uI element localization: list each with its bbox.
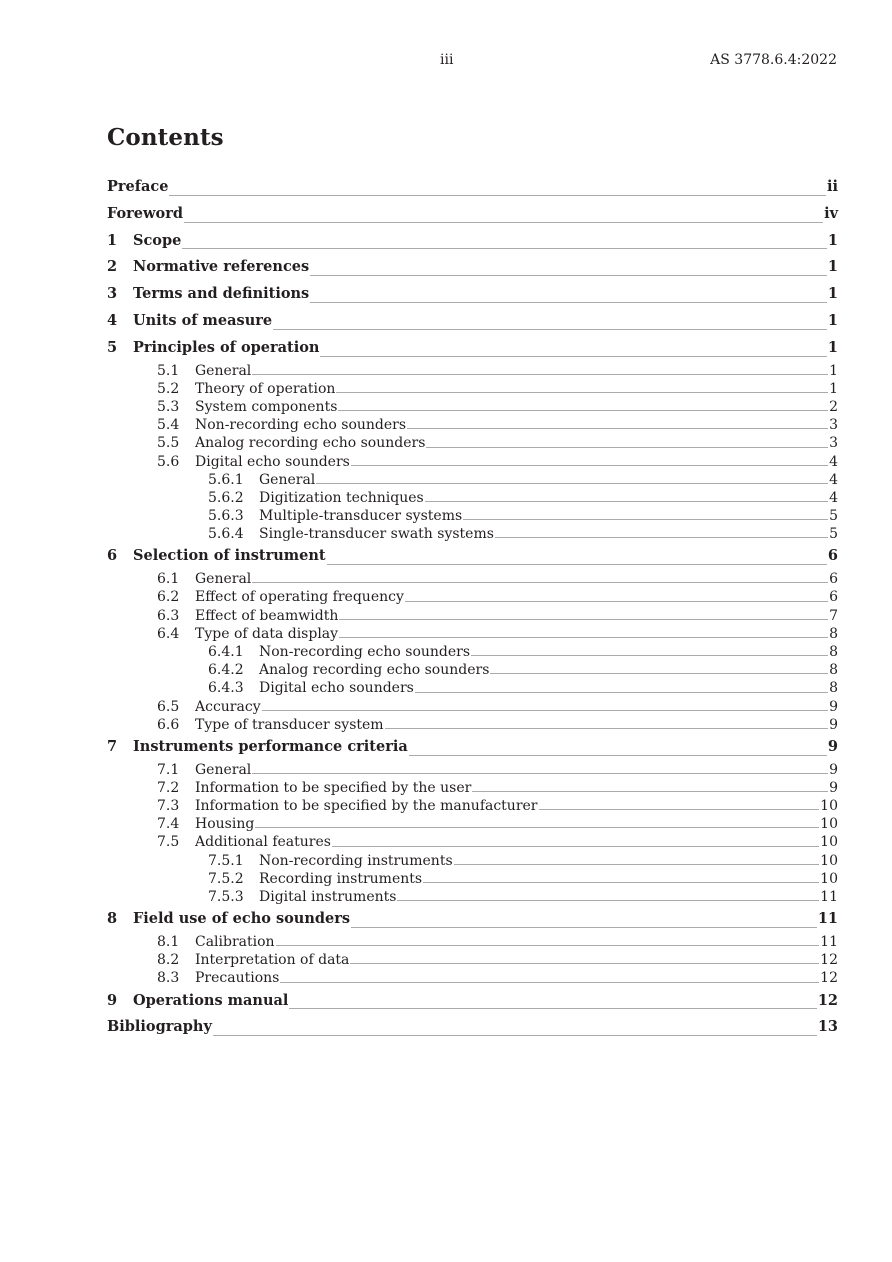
dot-leader [252,582,828,583]
dot-leader [262,710,828,711]
toc-entry-label: Normative references [133,258,310,276]
toc-entry[interactable] [107,833,838,851]
dot-leader [320,356,826,357]
toc-entry[interactable] [107,779,838,797]
toc-entry-number: 8 [107,910,118,928]
toc-entry-label: Additional features [195,834,331,851]
dot-leader [471,655,828,656]
toc-entry[interactable] [107,815,838,833]
toc-entry[interactable] [107,335,838,362]
toc-entry[interactable] [107,852,838,870]
toc-entry[interactable] [107,281,838,308]
toc-entry-number: 8.3 [157,970,180,987]
dot-leader [316,483,828,484]
toc-entry-page: 1 [827,285,838,303]
toc-entry-number: 6.1 [157,571,180,588]
toc-entry-number: 6.4.2 [208,662,244,679]
toc-entry-label: Field use of echo sounders [133,910,351,928]
dot-leader [415,692,828,693]
toc-entry-number: 5.6.1 [208,471,244,488]
toc-entry-number: 7.4 [157,816,180,833]
toc-entry-page: 1 [827,258,838,276]
toc-entry[interactable] [107,525,838,543]
toc-entry-page: 8 [829,662,838,679]
toc-entry-label: Analog recording echo sounders [195,435,426,452]
toc-entry-label: Type of data display [195,625,339,642]
toc-entry[interactable] [107,643,838,661]
page-title: Contents [107,124,224,151]
toc-entry-page: 10 [820,870,838,887]
dot-leader [409,755,827,756]
toc-entry-page: 6 [829,589,838,606]
dot-leader [407,428,828,429]
dot-leader [490,673,828,674]
dot-leader [425,501,828,502]
toc-entry[interactable] [107,434,838,452]
toc-entry-label: Precautions [195,970,280,987]
dot-leader [273,329,827,330]
toc-entry-label: Effect of operating frequency [195,589,404,606]
toc-entry-page: 8 [829,644,838,660]
toc-entry-label: Multiple-transducer systems [259,508,463,525]
toc-entry[interactable] [107,471,838,489]
toc-entry-label: Digital echo sounders [259,680,414,697]
dot-leader [280,982,819,983]
toc-entry-page: 1 [829,362,838,379]
toc-entry-page: 12 [820,952,838,969]
toc-entry[interactable] [107,797,838,815]
toc-entry-label: Instruments performance criteria [133,737,408,755]
toc-entry[interactable] [107,507,838,525]
toc-entry[interactable] [107,870,838,888]
dot-leader [385,728,828,729]
toc-entry-number: 5.6.3 [208,508,244,525]
page-number: iii [440,52,454,68]
toc-entry-label: Recording instruments [259,870,423,887]
toc-entry[interactable] [107,933,838,951]
toc-entry-number: 5.1 [157,362,180,379]
toc-entry[interactable] [107,254,838,281]
dot-leader [351,465,828,466]
dot-leader [339,619,828,620]
dot-leader [332,846,819,847]
toc-entry-page: 8 [829,625,838,642]
toc-entry-number: 9 [107,991,118,1009]
toc-entry-label: General [259,471,316,488]
standard-designation: AS 3778.6.4:2022 [710,52,837,68]
toc-entry-number: 6.4.1 [208,644,244,660]
toc-entry-number: 7.2 [157,779,180,796]
toc-entry-number: 7.5.2 [208,870,244,887]
toc-entry[interactable] [107,588,838,606]
toc-entry-number: 7.5.1 [208,852,244,869]
toc-entry-label: Principles of operation [133,338,320,356]
toc-entry-label: Digital echo sounders [195,453,350,470]
toc-entry-page: 9 [829,761,838,778]
toc-entry-label: Operations manual [133,991,289,1009]
toc-entry-label: Non-recording instruments [259,852,453,869]
toc-entry-label: Calibration [195,934,275,951]
toc-entry-number: 6.2 [157,589,180,606]
toc-entry-label: General [195,362,252,379]
toc-entry-page: 9 [829,716,838,733]
toc-entry-number: 1 [107,231,118,249]
toc-entry-page: 10 [820,816,838,833]
toc-entry[interactable] [107,174,838,201]
toc-entry-number: 5.2 [157,380,180,397]
toc-entry[interactable] [107,679,838,697]
dot-leader [213,1035,817,1036]
toc-entry-page: 9 [829,698,838,715]
toc-entry-label: Housing [195,816,255,833]
toc-entry-number: 6.3 [157,607,180,624]
toc-entry-label: Information to be specified by the manufacturer [195,798,538,815]
toc-entry-label: Type of transducer system [195,716,384,733]
toc-entry-number: 7 [107,737,118,755]
toc-entry-label: Foreword [107,204,183,222]
toc-entry-label: General [195,761,252,778]
toc-entry-page: 9 [827,737,838,755]
toc-entry[interactable] [107,625,838,643]
dot-leader [310,302,827,303]
toc-entry[interactable] [107,398,838,416]
toc-entry-number: 5.6.4 [208,526,244,543]
toc-entry-number: 5 [107,338,118,356]
dot-leader [289,1008,816,1009]
dot-leader [182,248,827,249]
dot-leader [351,927,817,928]
dot-leader [539,809,820,810]
toc-entry-page: 1 [827,231,838,249]
toc-entry-label: Effect of beamwidth [195,607,339,624]
toc-entry[interactable] [107,716,838,734]
toc-entry-page: 1 [827,338,838,356]
toc-entry-page: 6 [829,571,838,588]
dot-leader [463,519,828,520]
toc-entry-number: 5.5 [157,435,180,452]
toc-entry-number: 5.3 [157,398,180,415]
toc-entry-page: 10 [820,852,838,869]
toc-entry-label: Non-recording echo sounders [259,644,471,660]
dot-leader [472,791,828,792]
toc-entry-page: 8 [829,680,838,697]
toc-entry-number: 4 [107,311,118,329]
dot-leader [169,195,826,196]
dot-leader [495,537,828,538]
toc-entry-page: 5 [829,526,838,543]
toc-entry-label: Analog recording echo sounders [259,662,490,679]
toc-entry[interactable] [107,988,838,1015]
dot-leader [350,963,819,964]
toc-entry-label: Non-recording echo sounders [195,417,407,434]
toc-entry[interactable] [107,228,838,255]
toc-entry-label: System components [195,398,338,415]
toc-entry[interactable] [107,416,838,434]
toc-entry[interactable] [107,570,838,588]
toc-entry[interactable] [107,380,838,398]
dot-leader [339,637,828,638]
toc-entry-label: Digitization techniques [259,489,424,506]
toc-entry[interactable] [107,969,838,987]
toc-entry-page: 4 [829,471,838,488]
toc-entry[interactable] [107,308,838,335]
dot-leader [327,564,827,565]
toc-entry-page: 11 [820,889,838,906]
toc-entry-page: 10 [820,798,838,815]
toc-entry-number: 6 [107,547,118,565]
toc-entry-number: 3 [107,285,118,303]
toc-entry-page: 1 [827,311,838,329]
toc-entry-label: Accuracy [195,698,261,715]
toc-entry-number: 8.1 [157,934,180,951]
toc-entry-number: 5.6.2 [208,489,244,506]
toc-entry-number: 6.5 [157,698,180,715]
toc-entry[interactable] [107,453,838,471]
toc-entry[interactable] [107,362,838,380]
toc-entry[interactable] [107,698,838,716]
toc-entry-label: Scope [133,231,182,249]
toc-entry-page: 12 [817,991,838,1009]
toc-entry-page: ii [826,178,838,195]
toc-entry-page: 13 [817,1018,838,1036]
toc-entry-label: Selection of instrument [133,547,326,565]
toc-entry-label: Single-transducer swath systems [259,526,494,543]
toc-entry-page: 12 [820,970,838,987]
toc-entry[interactable] [107,489,838,507]
dot-leader [423,882,819,883]
dot-leader [338,410,828,411]
dot-leader [426,447,828,448]
dot-leader [336,392,828,393]
toc-entry-number: 7.5.3 [208,889,244,906]
toc-entry-page: 1 [829,380,838,397]
toc-entry-number: 8.2 [157,952,180,969]
toc-entry-page: 7 [829,607,838,624]
dot-leader [276,945,820,946]
toc-entry[interactable] [107,761,838,779]
toc-entry-page: 10 [820,834,838,851]
toc-entry-page: 3 [829,435,838,452]
table-of-contents [107,174,838,1041]
toc-entry-page: 5 [829,508,838,525]
toc-entry-number: 6.4.3 [208,680,244,697]
toc-entry-page: 3 [829,417,838,434]
toc-entry-label: Interpretation of data [195,952,350,969]
toc-entry[interactable] [107,1014,838,1041]
toc-entry-number: 7.3 [157,798,180,815]
dot-leader [252,374,828,375]
toc-entry-number: 2 [107,258,118,276]
toc-entry-page: iv [824,204,838,222]
toc-entry-number: 5.6 [157,453,180,470]
toc-entry-page: 9 [829,779,838,796]
toc-entry[interactable] [107,607,838,625]
toc-entry[interactable] [107,951,838,969]
toc-entry-number: 7.5 [157,834,180,851]
toc-entry[interactable] [107,201,838,228]
toc-entry-number: 6.6 [157,716,180,733]
toc-entry-label: Terms and definitions [133,285,310,303]
dot-leader [255,827,819,828]
toc-entry[interactable] [107,734,838,761]
dot-leader [454,864,820,865]
toc-entry-page: 6 [827,547,838,565]
dot-leader [252,773,828,774]
toc-entry-number: 5.4 [157,417,180,434]
dot-leader [184,222,823,223]
toc-entry[interactable] [107,661,838,679]
toc-entry-label: Preface [107,178,169,195]
toc-entry-label: Units of measure [133,311,273,329]
toc-entry-page: 11 [820,934,838,951]
toc-entry-page: 11 [817,910,838,928]
toc-entry-label: Bibliography [107,1018,212,1036]
toc-entry-number: 7.1 [157,761,180,778]
toc-entry[interactable] [107,906,838,933]
toc-entry-label: Theory of operation [195,380,336,397]
toc-entry-page: 4 [829,453,838,470]
toc-entry[interactable] [107,543,838,570]
dot-leader [310,275,827,276]
toc-entry-label: General [195,571,252,588]
toc-entry-label: Information to be specified by the user [195,779,472,796]
dot-leader [397,900,819,901]
toc-entry-label: Digital instruments [259,889,397,906]
toc-entry[interactable] [107,888,838,906]
toc-entry-number: 6.4 [157,625,180,642]
toc-entry-page: 2 [829,398,838,415]
toc-entry-page: 4 [829,489,838,506]
dot-leader [405,601,828,602]
